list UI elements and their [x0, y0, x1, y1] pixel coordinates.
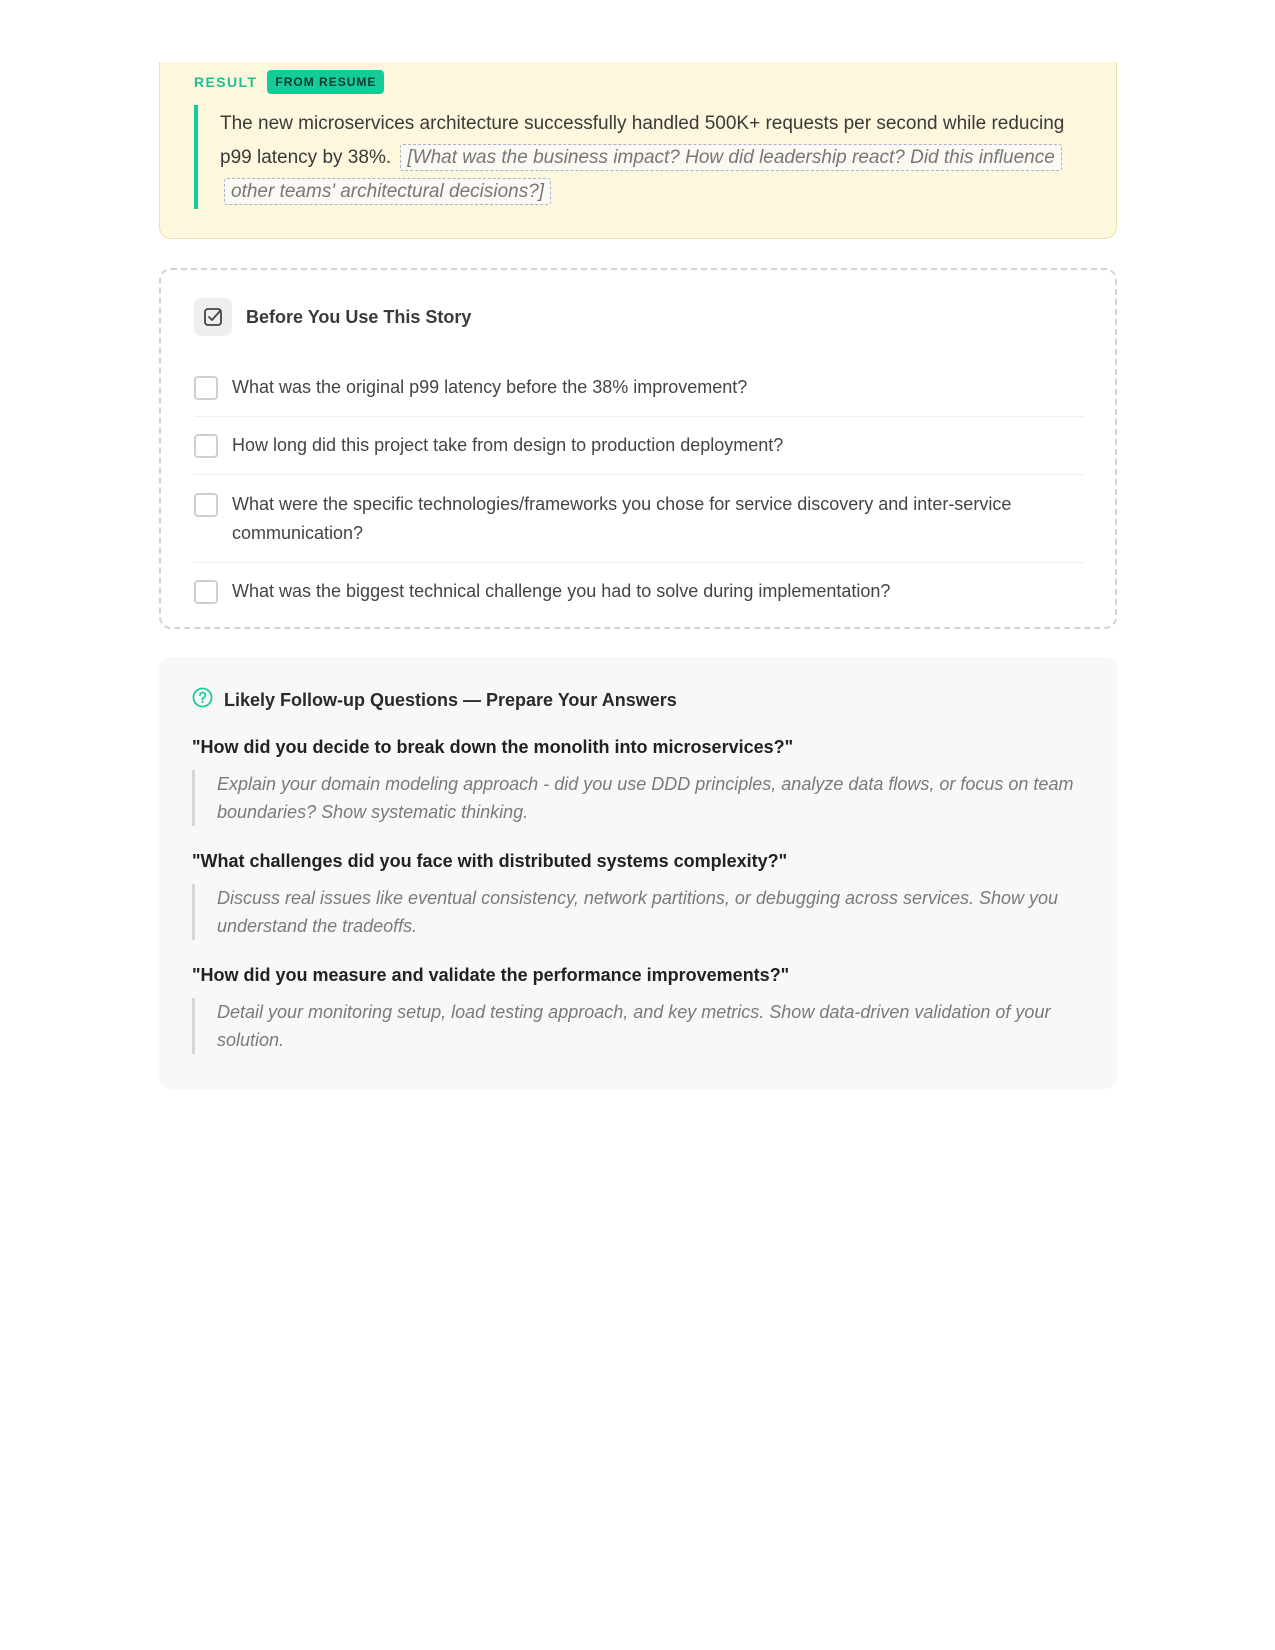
result-header	[194, 70, 384, 94]
from-resume-badge: FROM RESUME	[267, 70, 384, 94]
checklist-item-label: What were the specific technologies/frameworks you chose for service discovery and inter-service communication?	[232, 494, 1012, 543]
checklist-item[interactable]	[194, 475, 1084, 563]
checklist-title: Before You Use This Story	[246, 306, 472, 327]
checkbox[interactable]	[194, 376, 218, 400]
followup-list	[192, 735, 1082, 1077]
checkbox[interactable]	[194, 434, 218, 458]
checklist-header	[194, 298, 471, 336]
followup-question: "How did you measure and validate the performance improvements?"	[192, 965, 790, 985]
checklist-items	[194, 366, 1084, 616]
followup-hint: Discuss real issues like eventual consistency, network partitions, or debugging across services. Show you understand the tradeoffs.	[192, 884, 1082, 940]
checklist-item-label: What was the original p99 latency before the 38% improvement?	[232, 377, 748, 397]
checklist-item[interactable]	[194, 366, 1084, 417]
followup-question: "What challenges did you face with distributed systems complexity?"	[192, 851, 788, 871]
checkbox[interactable]	[194, 493, 218, 517]
result-text: The new microservices architecture successfully handled 500K+ requests per second while reducing p99 latency by 38%.	[220, 113, 1065, 168]
followup-header	[192, 687, 677, 713]
followup-question: "How did you decide to break down the monolith into microservices?"	[192, 737, 794, 757]
result-text-block	[194, 105, 1074, 209]
checkbox-icon	[194, 298, 232, 336]
followup-item	[192, 735, 1082, 826]
before-you-use-checklist	[159, 268, 1117, 629]
followup-title: Likely Follow-up Questions — Prepare Your Answers	[224, 689, 677, 710]
result-label: RESULT	[194, 74, 258, 90]
followup-hint: Detail your monitoring setup, load testing approach, and key metrics. Show data-driven validation of your solution.	[192, 998, 1082, 1054]
result-card	[159, 62, 1117, 239]
checklist-item[interactable]	[194, 563, 1084, 616]
checklist-item-label: What was the biggest technical challenge you had to solve during implementation?	[232, 581, 891, 601]
result-placeholder-prompt[interactable]: [What was the business impact? How did leadership react? Did this influence other teams' architectural decisions?]	[224, 144, 1062, 205]
checklist-item[interactable]	[194, 417, 1084, 475]
checklist-item-label: How long did this project take from design to production deployment?	[232, 435, 784, 455]
checkbox[interactable]	[194, 580, 218, 604]
followup-item	[192, 849, 1082, 940]
question-circle-icon	[192, 687, 213, 713]
followup-questions-card	[159, 657, 1117, 1089]
followup-item	[192, 963, 1082, 1054]
followup-hint: Explain your domain modeling approach - did you use DDD principles, analyze data flows, or focus on team boundaries? Show systematic thinking.	[192, 770, 1082, 826]
